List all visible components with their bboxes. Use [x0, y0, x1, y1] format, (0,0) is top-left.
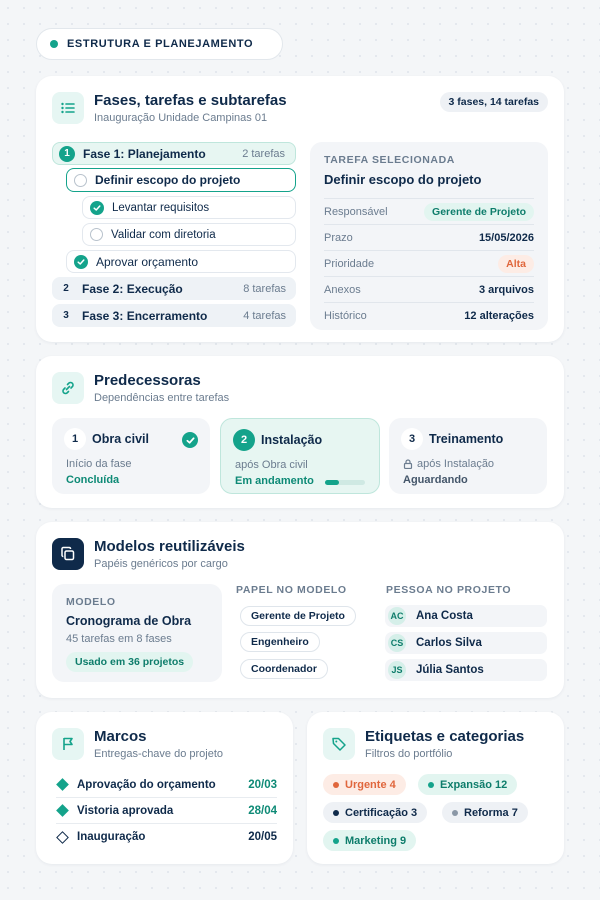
unchecked-circle-icon[interactable] [74, 174, 87, 187]
predecessor-item-2[interactable] [220, 418, 380, 494]
card-subtitle: Inauguração Unidade Campinas 01 [94, 112, 268, 124]
avatar: JS [388, 661, 406, 679]
check-icon[interactable] [74, 255, 88, 269]
phase-task-count: 8 tarefas [243, 282, 286, 295]
role-pill: Coordenador [240, 659, 328, 679]
status-dot [50, 40, 58, 48]
subtask-label: Validar com diretoria [111, 228, 216, 241]
step-number: 3 [401, 428, 423, 450]
tag-chip-certificacao[interactable] [323, 802, 427, 823]
priority-badge: Alta [498, 255, 534, 273]
model-summary-panel[interactable] [52, 584, 222, 682]
phase-number: 1 [59, 146, 75, 162]
tag-color-dot [333, 810, 339, 816]
card-subtitle: Dependências entre tarefas [94, 392, 230, 404]
section-header-pill [36, 28, 283, 60]
card-title: Marcos [94, 728, 147, 745]
phase-number: 3 [63, 310, 69, 321]
step-title: Instalação [261, 433, 323, 447]
flag-icon [52, 728, 84, 760]
phase-task-count: 2 tarefas [242, 147, 285, 160]
step-description: após Obra civil [235, 459, 308, 471]
detail-key: Anexos [324, 283, 361, 296]
task-row[interactable] [66, 250, 296, 273]
progress-fill [325, 480, 339, 485]
progress-bar [325, 480, 365, 485]
card-subtitle: Papéis genéricos por cargo [94, 558, 228, 570]
task-label: Definir escopo do projeto [95, 173, 241, 187]
phase-label: Fase 3: Encerramento [82, 308, 208, 323]
detail-value[interactable]: 12 alterações [464, 309, 534, 322]
tag-chip-reforma[interactable] [442, 802, 528, 823]
tag-count: 9 [400, 834, 407, 847]
detail-key: Prioridade [324, 257, 375, 270]
tag-label: Certificação [345, 806, 408, 819]
milestone-diamond-icon [56, 778, 69, 791]
phase-row-3[interactable] [52, 304, 296, 327]
detail-value: 15/05/2026 [478, 231, 534, 244]
step-title: Obra civil [92, 432, 149, 446]
person-row[interactable] [385, 632, 547, 654]
tag-count: 12 [495, 778, 508, 791]
step-description-row [403, 458, 494, 470]
tag-count: 3 [411, 806, 418, 819]
selected-task-title: Definir escopo do projeto [324, 172, 482, 187]
unchecked-circle-icon[interactable] [90, 228, 103, 241]
tag-color-dot [452, 810, 458, 816]
person-column-header: PESSOA NO PROJETO [386, 584, 512, 596]
model-name: Cronograma de Obra [66, 614, 192, 628]
role-pill: Gerente de Projeto [240, 606, 356, 626]
card-title: Modelos reutilizáveis [94, 538, 245, 555]
detail-row-historico [324, 302, 534, 328]
person-name: Júlia Santos [416, 664, 484, 676]
selected-task-panel [310, 142, 548, 330]
check-icon [182, 432, 198, 448]
phase-row-2[interactable] [52, 277, 296, 300]
milestone-diamond-outline-icon [56, 831, 69, 844]
avatar: AC [388, 607, 406, 625]
milestone-date: 20/05 [248, 831, 277, 843]
milestone-date: 20/03 [248, 778, 277, 791]
section-header-label: ESTRUTURA E PLANEJAMENTO [67, 38, 254, 50]
detail-key: Histórico [324, 309, 367, 322]
milestone-row[interactable] [56, 824, 277, 850]
tag-label: Urgente [345, 778, 387, 791]
tag-color-dot [333, 838, 339, 844]
person-row[interactable] [385, 659, 547, 681]
milestone-date: 28/04 [248, 804, 277, 817]
person-name: Carlos Silva [416, 637, 482, 649]
task-label: Aprovar orçamento [96, 254, 199, 269]
tag-color-dot [333, 782, 339, 788]
phases-card [36, 76, 564, 342]
card-title: Predecessoras [94, 372, 201, 389]
predecessor-item-1[interactable] [52, 418, 210, 494]
role-pill: Engenheiro [240, 632, 320, 652]
tag-count: 4 [389, 778, 396, 791]
detail-key: Prazo [324, 231, 353, 244]
owner-badge: Gerente de Projeto [424, 203, 534, 221]
tag-chip-marketing[interactable] [323, 830, 416, 851]
detail-row-anexos [324, 276, 534, 302]
phase-label: Fase 2: Execução [82, 281, 183, 296]
milestone-diamond-icon [56, 804, 69, 817]
step-status: Em andamento [235, 475, 314, 487]
phase-row-1[interactable] [52, 142, 296, 165]
card-subtitle: Entregas-chave do projeto [94, 748, 224, 760]
model-usage-badge: Usado em 36 projetos [66, 652, 193, 672]
card-title: Etiquetas e categorias [365, 728, 525, 745]
phase-number: 2 [63, 283, 69, 294]
step-description: Início da fase [66, 458, 132, 470]
milestone-label: Aprovação do orçamento [77, 778, 216, 791]
milestone-row[interactable] [56, 798, 277, 824]
panel-caption: TAREFA SELECIONADA [324, 154, 455, 166]
step-status: Aguardando [403, 474, 468, 486]
tag-label: Marketing [345, 834, 397, 847]
person-name: Ana Costa [416, 610, 473, 622]
model-meta: 45 tarefas em 8 fases [66, 633, 172, 645]
detail-row-prioridade [324, 250, 534, 276]
phases-count-badge: 3 fases, 14 tarefas [440, 92, 548, 112]
detail-value[interactable]: 3 arquivos [478, 283, 534, 296]
step-status: Concluída [66, 474, 120, 486]
predecessor-item-3[interactable] [389, 418, 547, 494]
lock-icon [403, 459, 413, 469]
detail-row-prazo [324, 224, 534, 250]
tag-chip-expansao[interactable] [418, 774, 517, 795]
tag-icon [323, 728, 355, 760]
step-number: 1 [64, 428, 86, 450]
copy-icon [52, 538, 84, 570]
tag-count: 7 [511, 806, 518, 819]
milestone-label: Inauguração [77, 831, 146, 843]
subtask-row[interactable] [82, 223, 296, 246]
tag-label: Expansão [440, 778, 492, 791]
subtask-label: Levantar requisitos [112, 201, 210, 214]
detail-key: Responsável [324, 205, 388, 218]
model-caption: MODELO [66, 596, 116, 608]
tag-chip-urgente[interactable] [323, 774, 406, 795]
list-icon [52, 92, 84, 124]
phase-label: Fase 1: Planejamento [83, 146, 206, 161]
card-title: Fases, tarefas e subtarefas [94, 92, 287, 109]
check-icon[interactable] [90, 201, 104, 215]
person-row[interactable] [385, 605, 547, 627]
tag-color-dot [428, 782, 434, 788]
milestone-label: Vistoria aprovada [77, 804, 174, 817]
step-description: após Instalação [417, 458, 495, 470]
subtask-row[interactable] [82, 196, 296, 219]
role-column-header: PAPEL NO MODELO [236, 584, 347, 596]
step-title: Treinamento [429, 432, 504, 446]
task-row-selected[interactable] [66, 168, 296, 192]
milestone-row[interactable] [56, 772, 277, 798]
detail-row-responsavel [324, 198, 534, 224]
card-subtitle: Filtros do portfólio [365, 748, 453, 760]
link-icon [52, 372, 84, 404]
avatar: CS [388, 634, 406, 652]
phase-task-count: 4 tarefas [243, 309, 286, 322]
tag-label: Reforma [464, 806, 509, 819]
step-number: 2 [233, 429, 255, 451]
